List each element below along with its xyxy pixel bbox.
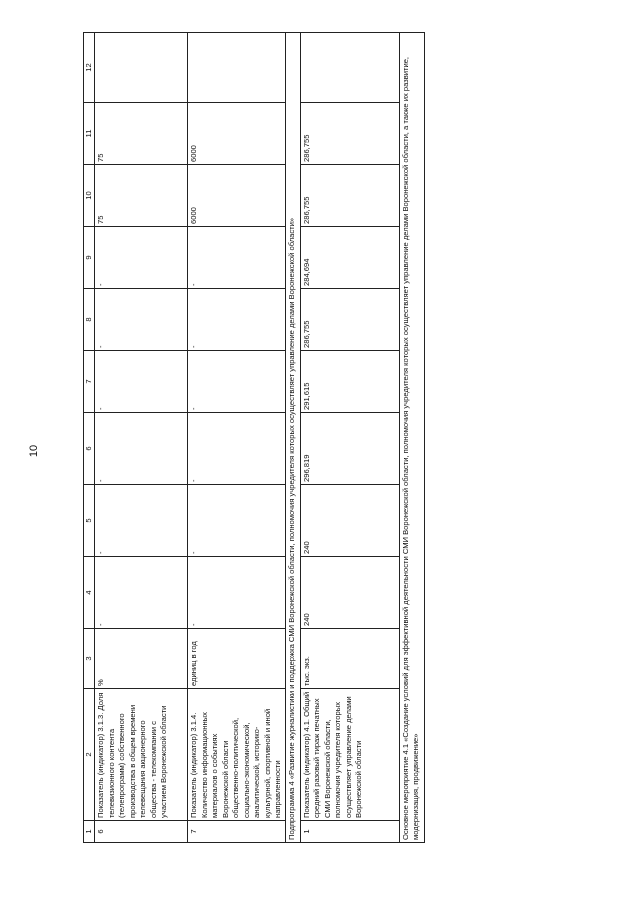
table-row [300, 33, 399, 843]
table-row [95, 33, 188, 843]
header-cell: 11 [84, 103, 95, 165]
header-cell: 10 [84, 165, 95, 227]
header-cell: 7 [84, 351, 95, 413]
value-cell: 240 [300, 557, 399, 629]
indicator-name: Показатель (индикатор) 4.1. Общий средний разовый тираж печатных СМИ Воронежской области, полномочия учредителя которых осуществляет управление делами Воронежской области [300, 689, 399, 821]
row-number: 1 [300, 821, 399, 843]
value-cell: - [95, 557, 188, 629]
value-cell: - [188, 413, 285, 485]
value-cell: 286,755 [300, 289, 399, 351]
subprogram-title: Подпрограмма 4 «Развитие журналистики и поддержка СМИ Воронежской области, полномочия учредителя которых осуществляет управление делами Воронежской области» [285, 33, 300, 843]
header-cell: 12 [84, 33, 95, 103]
indicator-name: Показатель (индикатор) 3.1.4. Количество информационных материалов о событиях Воронежской области общественно-политической, социально-экономической, аналитической, историко-культурной, спортивной и иной направленности [188, 689, 285, 821]
header-cell: 2 [84, 689, 95, 821]
header-cell: 8 [84, 289, 95, 351]
value-cell: - [188, 351, 285, 413]
value-cell: - [95, 485, 188, 557]
value-cell: 291,615 [300, 351, 399, 413]
unit: единиц в год [188, 629, 285, 689]
value-cell: 296,819 [300, 413, 399, 485]
value-cell: 286,755 [300, 103, 399, 165]
value-cell: 240 [300, 485, 399, 557]
value-cell: - [188, 227, 285, 289]
header-cell: 6 [84, 413, 95, 485]
row-number: 6 [95, 821, 188, 843]
value-cell: 284,694 [300, 227, 399, 289]
header-cell: 1 [84, 821, 95, 843]
header-row [84, 33, 95, 843]
value-cell: 286,755 [300, 165, 399, 227]
header-cell: 5 [84, 485, 95, 557]
page-number: 10 [28, 444, 40, 458]
header-cell: 4 [84, 557, 95, 629]
value-cell: - [95, 351, 188, 413]
indicators-table [83, 32, 425, 843]
value-cell: - [188, 289, 285, 351]
unit: % [95, 629, 188, 689]
value-cell [188, 33, 285, 103]
value-cell: 75 [95, 165, 188, 227]
header-cell: 9 [84, 227, 95, 289]
value-cell: 6000 [188, 103, 285, 165]
value-cell: - [95, 289, 188, 351]
main-event-row [399, 33, 424, 843]
value-cell: - [95, 413, 188, 485]
subprogram-row [285, 33, 300, 843]
value-cell: - [188, 485, 285, 557]
rotated-table-wrapper [83, 33, 421, 843]
value-cell [300, 33, 399, 103]
header-cell: 3 [84, 629, 95, 689]
row-number: 7 [188, 821, 285, 843]
indicator-name: Показатель (индикатор) 3.1.3. Доля телевизионного контента (телепрограмм) собственного производства в общем времени телевещания акционерного общества - телекомпании с участием Воронежской области [95, 689, 188, 821]
main-event-title: Основное мероприятие 4.1 «Создание условий для эффективной деятельности СМИ Воронежской области, полномочия учредителя которых осуществляет управление делами Воронежской области, а также их развитие, модернизация, продвижение» [399, 33, 424, 843]
value-cell: - [188, 557, 285, 629]
value-cell: 6000 [188, 165, 285, 227]
value-cell [95, 33, 188, 103]
unit: тыс. экз. [300, 629, 399, 689]
value-cell: 75 [95, 103, 188, 165]
table-row [188, 33, 285, 843]
value-cell: - [95, 227, 188, 289]
